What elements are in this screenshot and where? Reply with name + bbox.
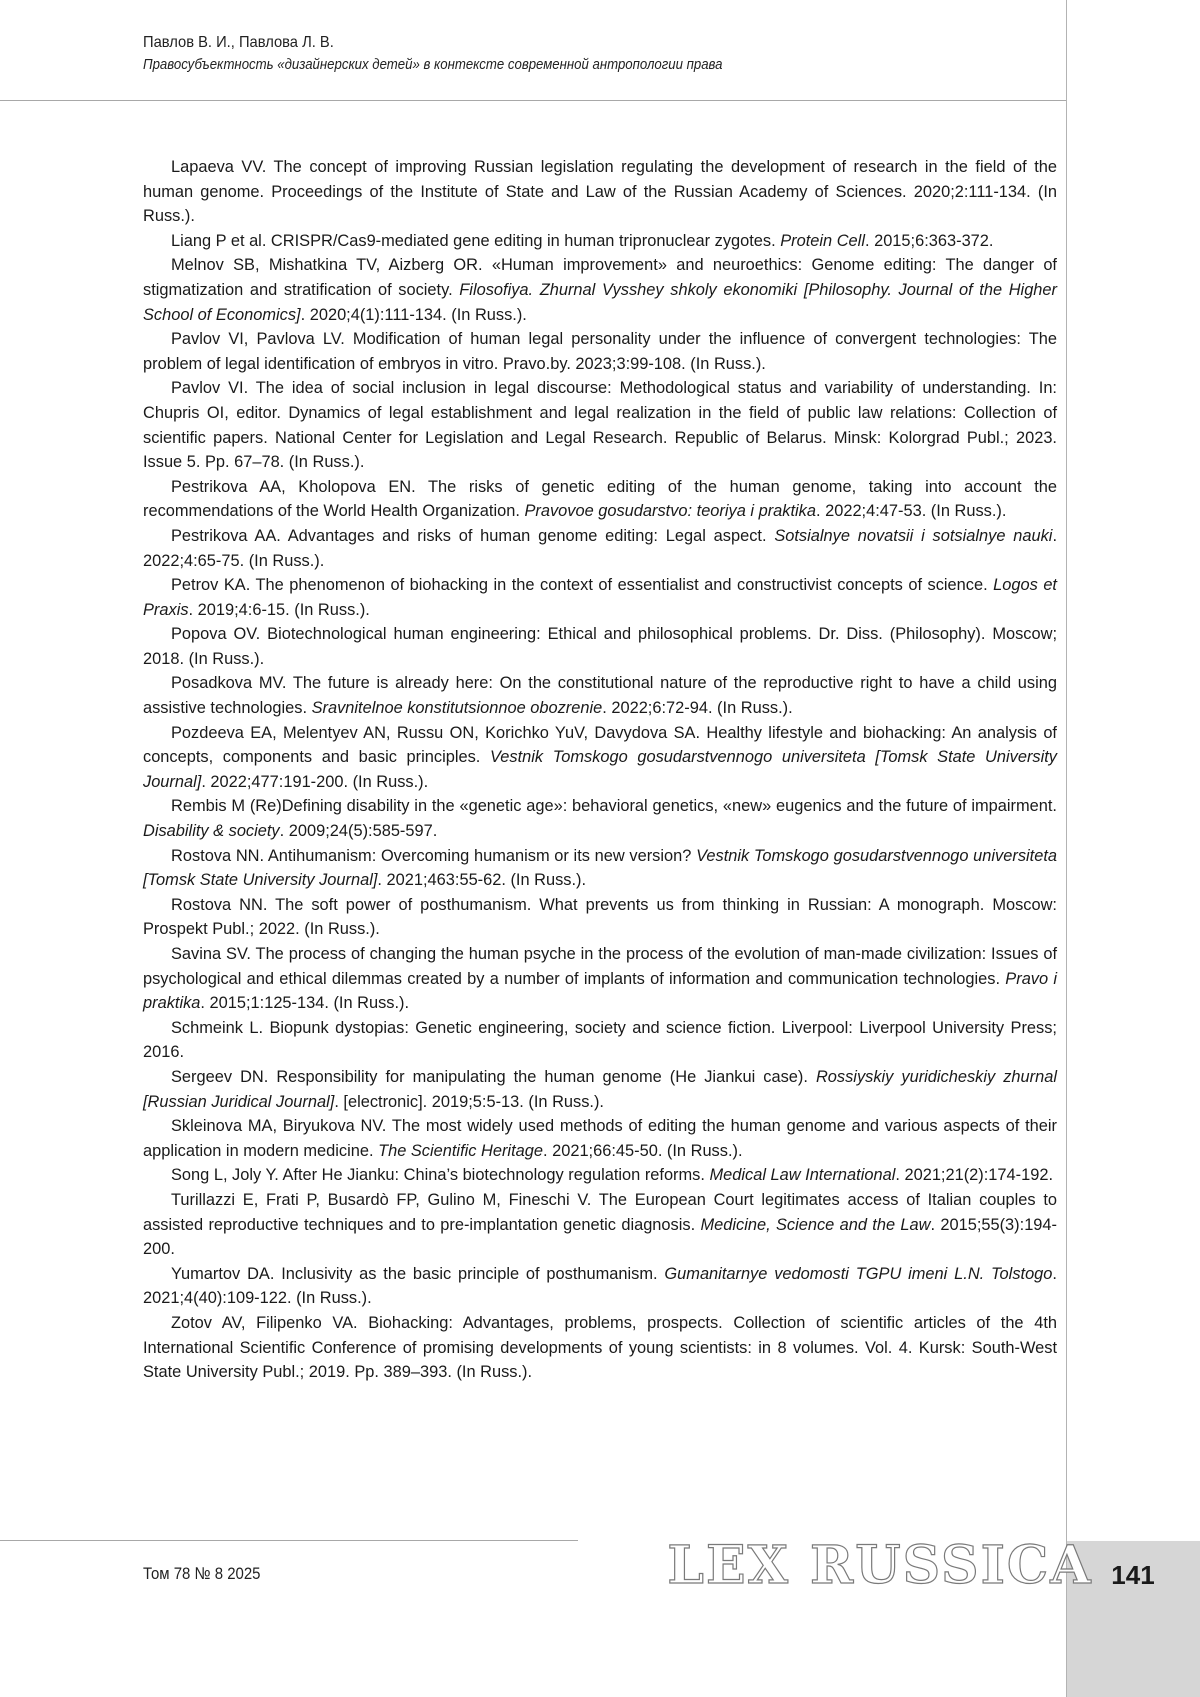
reference-item: Lapaeva VV. The concept of improving Russian legislation regulating the development of research in the field of the human genome. Proceedings of the Institute of State and Law of the Russian Academy of Sciences. 2020;2:111-134. (In Russ.). [143, 158, 1057, 226]
lex-russica-logo [667, 1531, 1093, 1601]
reference-item: Zotov AV, Filipenko VA. Biohacking: Advantages, problems, prospects. Collection of scientific articles of the 4th International Scientific Conference of promising developments of young scientists: in 8 volumes. Vol. 4. Kursk: South-West State University Publ.; 2019. Pp. 389–393. (In Russ.). [143, 1313, 1057, 1382]
reference-item: Rostova NN. The soft power of posthumanism. What prevents us from thinking in Russian: A monograph. Moscow: Prospekt Publ.; 2022. (In Russ.). [143, 895, 1057, 939]
reference-item: Sergeev DN. Responsibility for manipulating the human genome (He Jiankui case). Rossiyskiy yuridicheskiy zhurnal [Russian Juridical Journal]. [electronic]. 2019;5:5-13. (In Russ.). [143, 1067, 1057, 1111]
reference-item: Pozdeeva EA, Melentyev AN, Russu ON, Korichko YuV, Davydova SA. Healthy lifestyle and biohacking: An analysis of concepts, components and basic principles. Vestnik Tomskogo gosudarstvennogo universiteta [Tomsk State University Journal]. 2022;477:191-200. (In Russ.). [143, 723, 1057, 791]
reference-item: Pestrikova AA. Advantages and risks of human genome editing: Legal aspect. Sotsialnye novatsii i sotsialnye nauki. 2022;4:65-75. (In Russ.). [143, 526, 1057, 570]
page-number: 141 [1111, 1560, 1155, 1590]
logo-text: LEX RUSSICA [667, 1535, 1093, 1596]
reference-item: Popova OV. Biotechnological human engineering: Ethical and philosophical problems. Dr. Diss. (Philosophy). Moscow; 2018. (In Russ.). [143, 625, 1057, 668]
footer-divider [0, 1540, 578, 1541]
header-divider [0, 100, 1066, 101]
reference-item: Song L, Joly Y. After He Jianku: China’s biotechnology regulation reforms. Medical Law International. 2021;21(2):174-192. [171, 1166, 1054, 1185]
reference-item: Yumartov DA. Inclusivity as the basic principle of posthumanism. Gumanitarnye vedomosti TGPU imeni L.N. Tolstogo. 2021;4(40):109-122. (In Russ.). [143, 1264, 1057, 1308]
reference-item: Rostova NN. Antihumanism: Overcoming humanism or its new version? Vestnik Tomskogo gosudarstvennogo universiteta [Tomsk State University Journal]. 2021;463:55-62. (In Russ.). [143, 846, 1057, 890]
header-article-title: Правосубъектность «дизайнерских детей» в контексте современной антропологии права [143, 56, 723, 73]
journal-volume: Том 78 № 8 2025 [143, 1564, 261, 1583]
reference-item: Pavlov VI. The idea of social inclusion in legal discourse: Methodological status and variability of understanding. In: Chupris OI, editor. Dynamics of legal establishment and legal realization in the field of public law relations: Collection of scientific papers. National Center for Legislation and Legal Research. Republic of Belarus. Minsk: Kolorgrad Publ.; 2023. Issue 5. Pp. 67–78. (In Russ.). [143, 379, 1057, 472]
reference-item: Skleinova MA, Biryukova NV. The most widely used methods of editing the human genome and various aspects of their application in modern medicine. The Scientific Heritage. 2021;66:45-50. (In Russ.). [143, 1117, 1057, 1160]
reference-item: Posadkova MV. The future is already here: On the constitutional nature of the reproductive right to have a child using assistive technologies. Sravnitelnoe konstitutsionnoe obozrenie. 2022;6:72-94. (In Russ.). [143, 674, 1057, 718]
reference-item: Turillazzi E, Frati P, Busardò FP, Gulino M, Fineschi V. The European Court legitimates access of Italian couples to assisted reproductive techniques and to pre-implantation genetic diagnosis. Medicine, Science and the Law. 2015;55(3):194-200. [143, 1190, 1057, 1259]
reference-item: Pestrikova AA, Kholopova EN. The risks of genetic editing of the human genome, taking into account the recommendations of the World Health Organization. Pravovoe gosudarstvo: teoriya i praktika. 2022;4:47-53. (In Russ.). [143, 477, 1057, 521]
right-margin-bar [1066, 0, 1200, 1697]
reference-item: Rembis M (Re)Defining disability in the «genetic age»: behavioral genetics, «new» eugenics and the future of impairment. Disability & society. 2009;24(5):585-597. [143, 797, 1057, 841]
running-header [143, 32, 1043, 76]
header-authors: Павлов В. И., Павлова Л. В. [143, 34, 334, 51]
reference-list [143, 155, 1057, 1385]
reference-item: Liang P et al. CRISPR/Cas9-mediated gene editing in human tripronuclear zygotes. Protein Cell. 2015;6:363-372. [171, 231, 994, 250]
reference-item: Melnov SB, Mishatkina TV, Aizberg OR. «Human improvement» and neuroethics: Genome editing: The danger of stigmatization and stratification of society. Filosofiya. Zhurnal Vysshey shkoly ekonomiki [Philosophy. Journal of the Higher School of Economics]. 2020;4(1):111-134. (In Russ.). [143, 256, 1058, 324]
reference-item: Schmeink L. Biopunk dystopias: Genetic engineering, society and science fiction. Liverpool: Liverpool University Press; 2016. [143, 1018, 1057, 1062]
reference-item: Petrov KA. The phenomenon of biohacking in the context of essentialist and constructivist concepts of science. Logos et Praxis. 2019;4:6-15. (In Russ.). [143, 576, 1057, 619]
reference-item: Savina SV. The process of changing the human psyche in the process of the evolution of man-made civilization: Issues of psychological and ethical dilemmas created by a number of implants of information and communication technologies. Pravo i praktika. 2015;1:125-134. (In Russ.). [143, 945, 1058, 1013]
reference-item: Pavlov VI, Pavlova LV. Modification of human legal personality under the influence of convergent technologies: The problem of legal identification of embryos in vitro. Pravo.by. 2023;3:99-108. (In Russ.). [143, 330, 1057, 373]
